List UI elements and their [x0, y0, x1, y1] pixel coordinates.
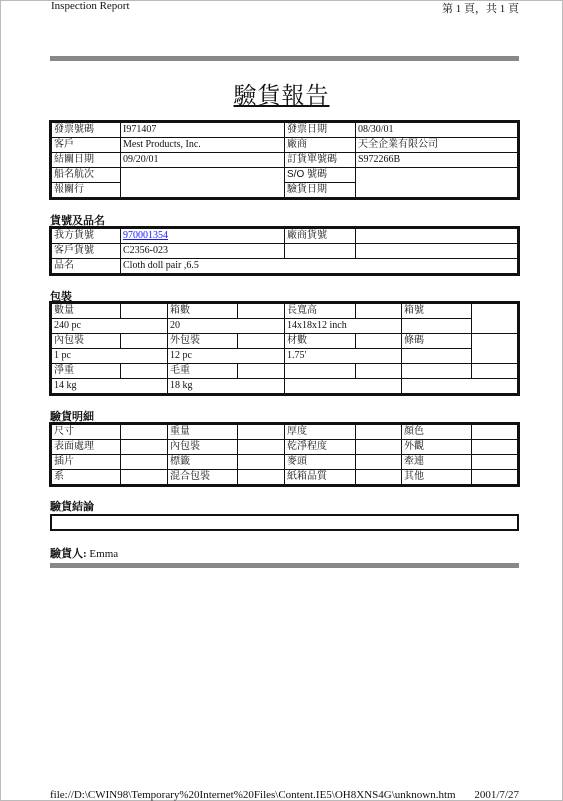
detail-value [472, 470, 518, 485]
our-item-label: 我方貨號 [52, 229, 121, 244]
table-row [52, 229, 518, 244]
detail-label: 乾淨程度 [285, 440, 356, 455]
details-section-title: 驗貨明細 [50, 411, 94, 423]
header-title: Inspection Report [51, 0, 130, 12]
customer-label: 客戶 [52, 138, 121, 153]
empty-cell [121, 334, 168, 349]
detail-label: 其他 [402, 470, 472, 485]
detail-label: 麥頭 [285, 455, 356, 470]
info-table [51, 122, 518, 198]
invoice-date: 08/30/01 [356, 123, 518, 138]
conclusion-section-title: 驗貨結論 [50, 501, 94, 513]
carton-no [472, 304, 518, 334]
carton-no-label: 箱號 [402, 304, 472, 319]
table-row [52, 123, 518, 138]
detail-value [121, 470, 168, 485]
detail-value [238, 425, 285, 440]
cartons: 20 [168, 319, 285, 334]
empty-cell [402, 349, 472, 364]
dims-label: 長寬高 [285, 304, 356, 319]
empty-cell [238, 334, 285, 349]
empty-cell [238, 304, 285, 319]
detail-value [356, 440, 402, 455]
our-item-cell [121, 229, 285, 244]
top-rule [50, 56, 519, 61]
outer-label: 外包裝 [168, 334, 238, 349]
inspector-line [50, 545, 118, 561]
detail-value [121, 455, 168, 470]
customer: Mest Products, Inc. [121, 138, 285, 153]
table-row [52, 138, 518, 153]
detail-value [472, 425, 518, 440]
report-title: 驗貨報告 [233, 83, 330, 108]
detail-label: 顏色 [402, 425, 472, 440]
table-row [52, 425, 518, 440]
customer-item: C2356-023 [121, 244, 285, 259]
detail-label: 混合包裝 [168, 470, 238, 485]
po-no-label: 訂貨單號碼 [285, 153, 356, 168]
dims: 14x18x12 inch [285, 319, 402, 334]
detail-value [356, 425, 402, 440]
empty-cell [285, 364, 356, 379]
factory: 天全企業有限公司 [356, 138, 518, 153]
detail-value [121, 425, 168, 440]
inner: 1 pc [52, 349, 168, 364]
empty-cell [356, 364, 402, 379]
detail-label: 系 [52, 470, 121, 485]
inspection-date-label: 驗貨日期 [285, 183, 356, 198]
table-row [52, 304, 518, 319]
detail-label: 厚度 [285, 425, 356, 440]
item-section-title: 貨號及品名 [50, 215, 105, 227]
customs-date-label: 結關日期 [52, 153, 121, 168]
empty-cell [402, 319, 472, 334]
empty-cell [356, 304, 402, 319]
table-row [52, 334, 518, 349]
detail-label: 尺寸 [52, 425, 121, 440]
detail-value [238, 455, 285, 470]
qty-label: 數量 [52, 304, 121, 319]
table-row [52, 244, 518, 259]
detail-label: 插片 [52, 455, 121, 470]
detail-label: 紙箱品質 [285, 470, 356, 485]
footer-url: file://D:\CWIN98\Temporary%20Internet%20Files\Content.IE5\OH8XNS4G\unknown.htm [50, 789, 456, 801]
barcode-label: 條碼 [402, 334, 472, 349]
detail-label: 內包裝 [168, 440, 238, 455]
detail-label: 標籤 [168, 455, 238, 470]
invoice-no-label: 發票號碼 [52, 123, 121, 138]
inspector-name: Emma [89, 548, 119, 560]
table-row [52, 349, 518, 364]
empty-cell [356, 244, 518, 259]
table-row [52, 319, 518, 334]
detail-label: 牽連 [402, 455, 472, 470]
vessel [121, 168, 285, 198]
table-row [52, 259, 518, 274]
qty: 240 pc [52, 319, 168, 334]
net-weight-label: 淨重 [52, 364, 121, 379]
table-row [52, 364, 518, 379]
empty-cell [285, 244, 356, 259]
product-name-label: 品名 [52, 259, 121, 274]
our-item-link[interactable]: 970001354 [123, 230, 168, 241]
gross-weight: 18 kg [168, 379, 285, 394]
net-weight: 14 kg [52, 379, 168, 394]
factory-item-label: 廠商貨號 [285, 229, 356, 244]
outer: 12 pc [168, 349, 285, 364]
product-name: Cloth doll pair ,6.5 [121, 259, 518, 274]
page-number: 第 1 頁，共 1 頁 [442, 3, 519, 15]
detail-value [472, 455, 518, 470]
details-table [51, 424, 518, 485]
vessel-label: 船名航次 [52, 168, 121, 183]
invoice-no: I971407 [121, 123, 285, 138]
so-no-label: S/O 號碼 [285, 168, 356, 183]
empty-cell [402, 364, 472, 379]
forwarder-label: 報關行 [52, 183, 121, 198]
factory-label: 廠商 [285, 138, 356, 153]
empty-cell [238, 364, 285, 379]
detail-value [356, 455, 402, 470]
customer-item-label: 客戶貨號 [52, 244, 121, 259]
table-row [52, 455, 518, 470]
detail-label: 外觀 [402, 440, 472, 455]
table-row [52, 470, 518, 485]
cartons-label: 箱數 [168, 304, 238, 319]
table-row [52, 440, 518, 455]
cuft: 1.75' [285, 349, 402, 364]
barcode [472, 334, 518, 364]
factory-item [356, 229, 518, 244]
empty-cell [121, 304, 168, 319]
detail-value [472, 440, 518, 455]
empty-cell [402, 379, 518, 394]
po-no: S972266B [356, 153, 518, 168]
empty-cell [472, 364, 518, 379]
cuft-label: 材數 [285, 334, 356, 349]
customs-date: 09/20/01 [121, 153, 285, 168]
footer-date: 2001/7/27 [474, 789, 519, 801]
detail-label: 表面處理 [52, 440, 121, 455]
inspector-label: 驗貨人: [50, 548, 87, 560]
empty-cell [121, 364, 168, 379]
table-row [52, 153, 518, 168]
so-no [356, 168, 518, 198]
conclusion-box [50, 514, 519, 531]
packing-table [51, 303, 518, 394]
table-row [52, 379, 518, 394]
item-table [51, 228, 518, 274]
gross-weight-label: 毛重 [168, 364, 238, 379]
invoice-date-label: 發票日期 [285, 123, 356, 138]
empty-cell [285, 379, 402, 394]
bottom-rule [50, 563, 519, 568]
detail-value [121, 440, 168, 455]
table-row [52, 168, 518, 183]
detail-label: 重量 [168, 425, 238, 440]
empty-cell [356, 334, 402, 349]
detail-value [356, 470, 402, 485]
inner-label: 內包裝 [52, 334, 121, 349]
detail-value [238, 470, 285, 485]
detail-value [238, 440, 285, 455]
packing-section-title: 包裝 [50, 291, 72, 303]
